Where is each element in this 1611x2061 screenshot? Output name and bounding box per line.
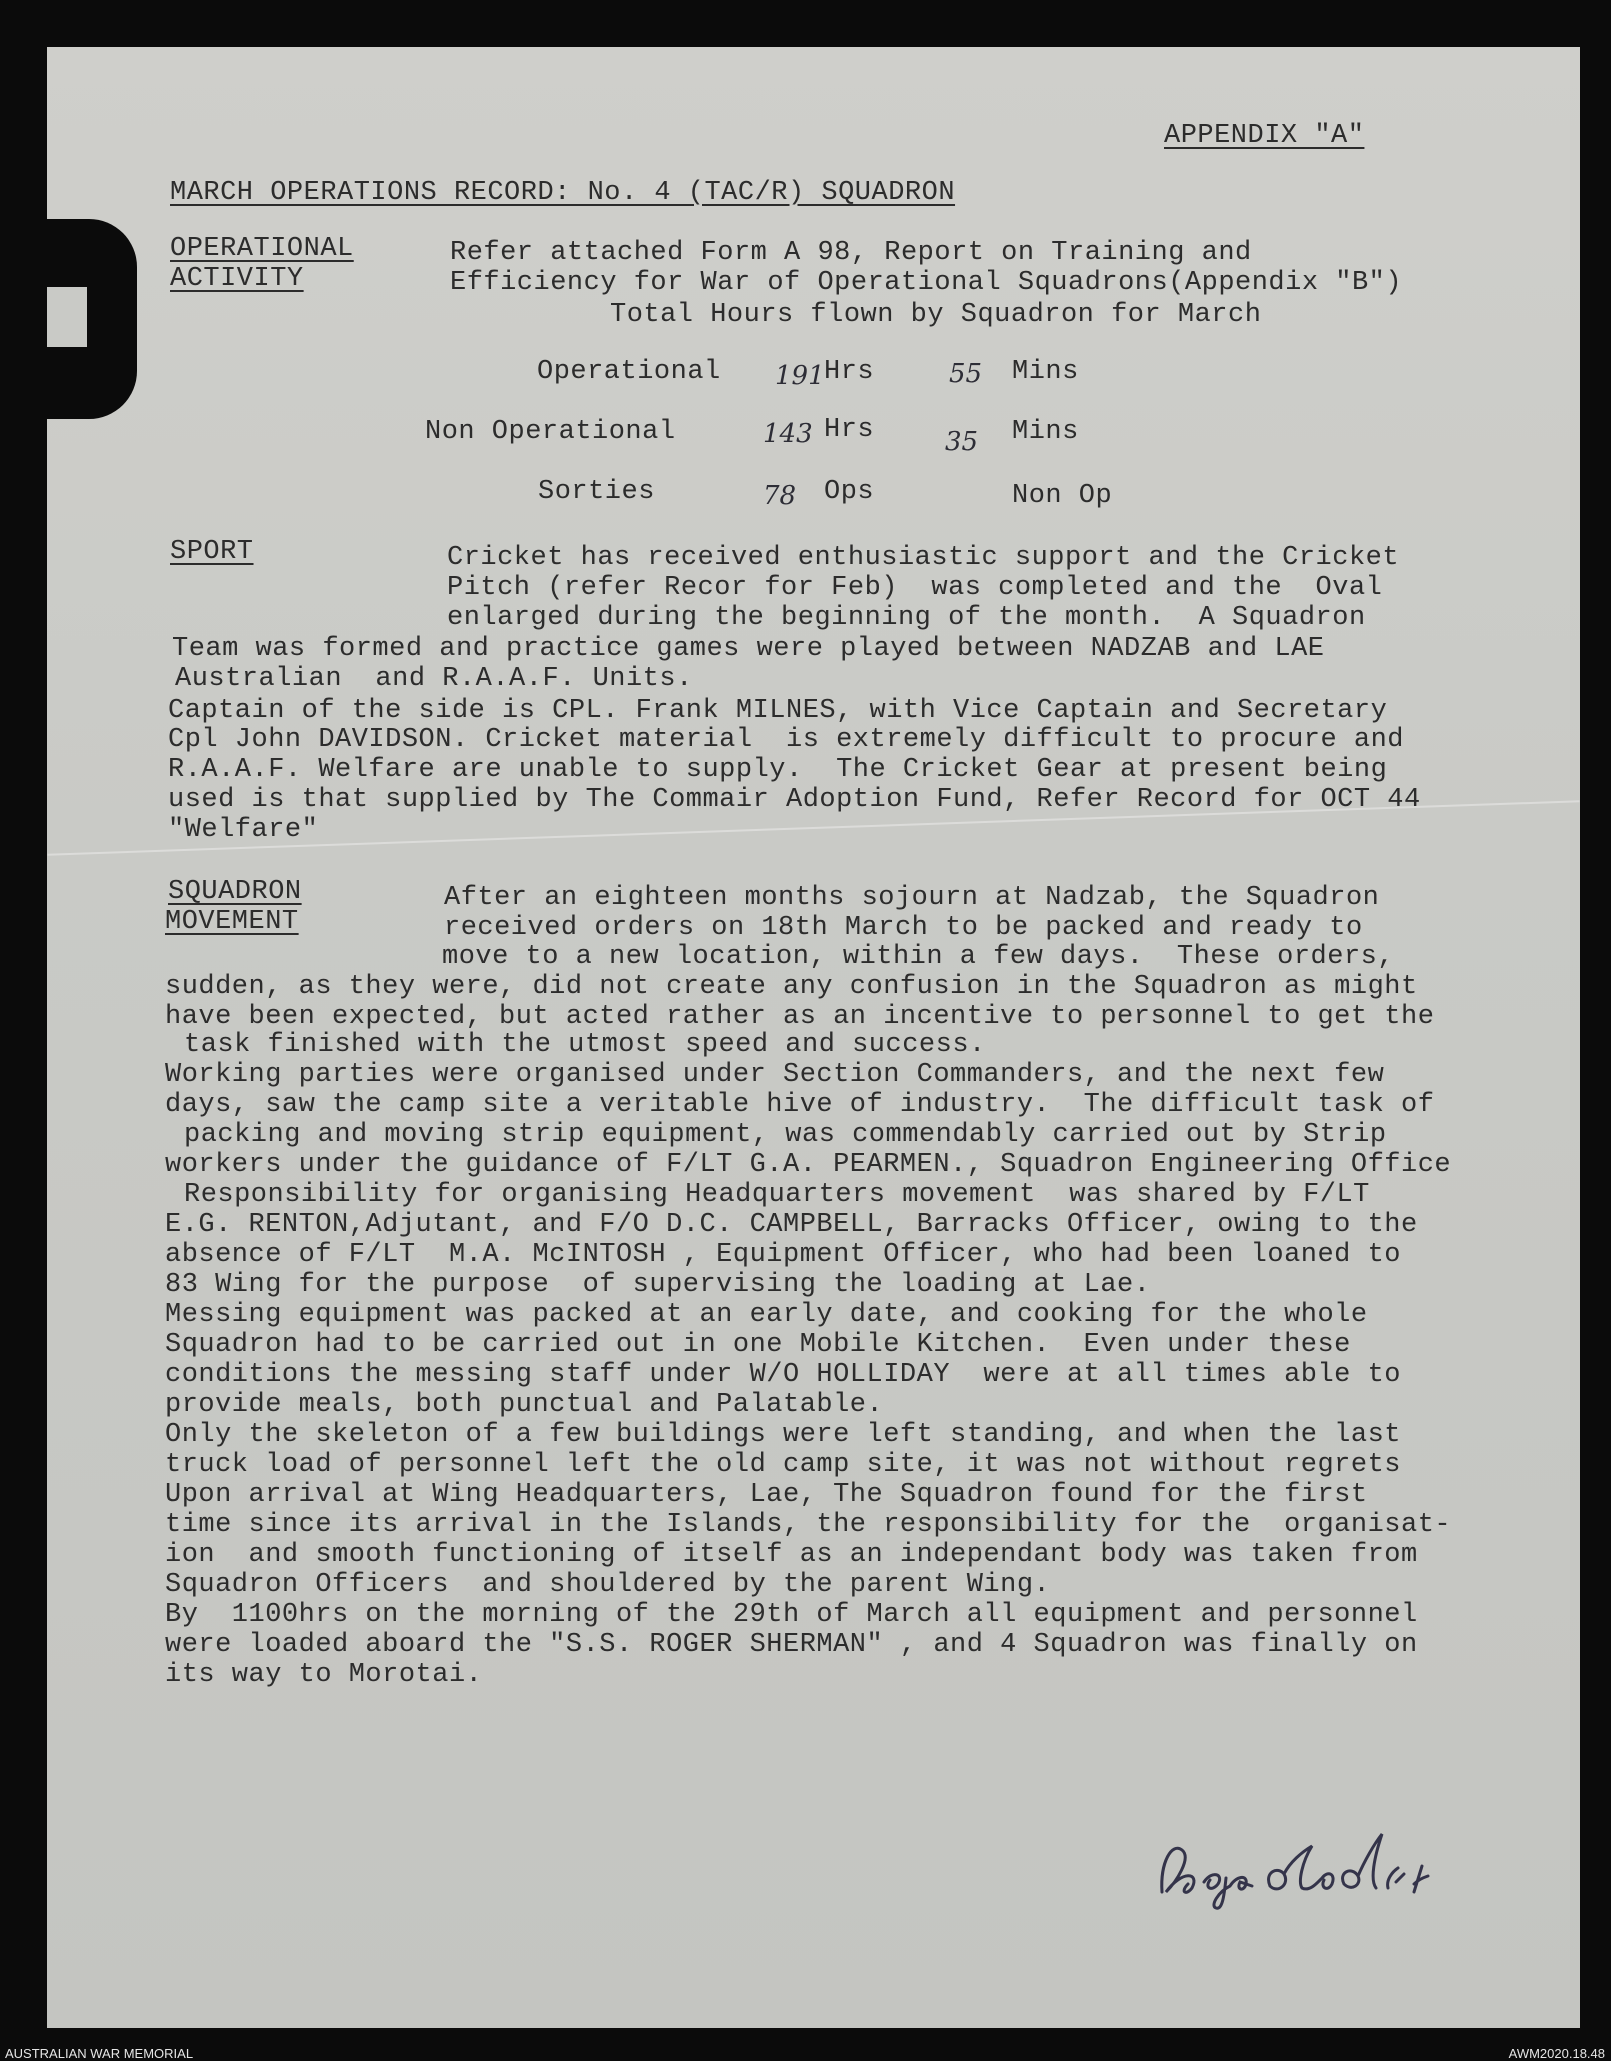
sport-line: Cricket has received enthusiastic support and the Cricket bbox=[447, 543, 1400, 573]
movement-line: time since its arrival in the Islands, the responsibility for the organisat- bbox=[165, 1510, 1452, 1540]
operational-heading-1: OPERATIONAL bbox=[170, 234, 354, 264]
movement-line: were loaded aboard the "S.S. ROGER SHERMAN" , and 4 Squadron was finally on bbox=[165, 1630, 1418, 1660]
operational-line: Refer attached Form A 98, Report on Training and bbox=[450, 238, 1252, 268]
operational-heading-2: ACTIVITY bbox=[170, 264, 304, 294]
sorties-non-op-unit: Non Op bbox=[1012, 481, 1113, 511]
movement-line: Squadron had to be carried out in one Mobile Kitchen. Even under these bbox=[165, 1330, 1351, 1360]
footer-archive-name: AUSTRALIAN WAR MEMORIAL bbox=[5, 2046, 194, 2061]
movement-line: days, saw the camp site a veritable hive of industry. The difficult task of bbox=[165, 1090, 1435, 1120]
movement-line: conditions the messing staff under W/O HOLLIDAY were at all times able to bbox=[165, 1360, 1401, 1390]
movement-heading-1: SQUADRON bbox=[168, 877, 302, 907]
movement-line: Upon arrival at Wing Headquarters, Lae, The Squadron found for the first bbox=[165, 1480, 1368, 1510]
sorties-ops-unit: Ops bbox=[824, 477, 875, 507]
sport-line: Australian and R.A.A.F. Units. bbox=[175, 664, 693, 694]
movement-heading-2: MOVEMENT bbox=[165, 907, 299, 937]
movement-line: truck load of personnel left the old camp site, it was not without regrets bbox=[165, 1450, 1401, 1480]
movement-line: After an eighteen months sojourn at Nadzab, the Squadron bbox=[444, 883, 1380, 913]
sorties-value: 78 bbox=[763, 481, 797, 511]
movement-line: provide meals, both punctual and Palatable. bbox=[165, 1390, 884, 1420]
hours-row-label: Sorties bbox=[538, 477, 655, 507]
movement-line: task finished with the utmost speed and success. bbox=[184, 1030, 986, 1060]
hours-value: 191 bbox=[775, 361, 825, 391]
hours-value: 143 bbox=[763, 419, 813, 449]
minutes-value: 55 bbox=[949, 359, 983, 389]
appendix-label: APPENDIX "A" bbox=[1164, 121, 1365, 151]
sport-line: R.A.A.F. Welfare are unable to supply. The Cricket Gear at present being bbox=[168, 755, 1388, 785]
hours-row-label: Operational bbox=[537, 357, 721, 387]
sport-line: Captain of the side is CPL. Frank MILNES, with Vice Captain and Secretary bbox=[168, 696, 1388, 726]
document-page bbox=[47, 47, 1580, 2028]
sport-line: enlarged during the beginning of the month. A Squadron bbox=[447, 603, 1366, 633]
movement-line: its way to Morotai. bbox=[165, 1660, 483, 1690]
sport-line: Pitch (refer Recor for Feb) was completed and the Oval bbox=[447, 573, 1383, 603]
signature bbox=[1152, 1822, 1512, 1912]
movement-line: workers under the guidance of F/LT G.A. PEARMEN., Squadron Engineering Office bbox=[165, 1150, 1452, 1180]
movement-line: Squadron Officers and shouldered by the parent Wing. bbox=[165, 1570, 1051, 1600]
operational-line: Efficiency for War of Operational Squadrons(Appendix "B") bbox=[450, 268, 1403, 298]
hours-row-label: Non Operational bbox=[425, 417, 676, 447]
sport-line: used is that supplied by The Commair Adoption Fund, Refer Record for OCT 44 bbox=[168, 785, 1421, 815]
binder-slot bbox=[47, 287, 87, 347]
minutes-unit: Mins bbox=[1012, 357, 1079, 387]
movement-line: have been expected, but acted rather as an incentive to personnel to get the bbox=[165, 1002, 1435, 1032]
hours-unit: Hrs bbox=[824, 357, 875, 387]
movement-line: Working parties were organised under Section Commanders, and the next few bbox=[165, 1060, 1385, 1090]
movement-line: By 1100hrs on the morning of the 29th of March all equipment and personnel bbox=[165, 1600, 1418, 1630]
sport-line: "Welfare" bbox=[168, 815, 319, 845]
sport-line: Cpl John DAVIDSON. Cricket material is extremely difficult to procure and bbox=[168, 725, 1404, 755]
movement-line: sudden, as they were, did not create any confusion in the Squadron as might bbox=[165, 972, 1418, 1002]
minutes-unit: Mins bbox=[1012, 417, 1079, 447]
movement-line: received orders on 18th March to be packed and ready to bbox=[444, 913, 1363, 943]
movement-line: packing and moving strip equipment, was commendably carried out by Strip bbox=[184, 1120, 1387, 1150]
hours-unit: Hrs bbox=[824, 415, 875, 445]
movement-line: Responsibility for organising Headquarters movement was shared by F/LT bbox=[184, 1180, 1370, 1210]
footer-reference: AWM2020.18.48 bbox=[1508, 2046, 1605, 2061]
movement-line: E.G. RENTON,Adjutant, and F/O D.C. CAMPBELL, Barracks Officer, owing to the bbox=[165, 1210, 1418, 1240]
movement-line: 83 Wing for the purpose of supervising the loading at Lae. bbox=[165, 1270, 1151, 1300]
sport-heading: SPORT bbox=[170, 537, 254, 567]
sport-line: Team was formed and practice games were played between NADZAB and LAE bbox=[172, 634, 1325, 664]
page-title: MARCH OPERATIONS RECORD: No. 4 (TAC/R) SQUADRON bbox=[170, 178, 956, 208]
movement-line: Only the skeleton of a few buildings were left standing, and when the last bbox=[165, 1420, 1401, 1450]
movement-line: move to a new location, within a few days. These orders, bbox=[442, 942, 1395, 972]
movement-line: Messing equipment was packed at an early date, and cooking for the whole bbox=[165, 1300, 1368, 1330]
movement-line: ion and smooth functioning of itself as an independant body was taken from bbox=[165, 1540, 1418, 1570]
movement-line: absence of F/LT M.A. McINTOSH , Equipment Officer, who had been loaned to bbox=[165, 1240, 1401, 1270]
minutes-value: 35 bbox=[945, 427, 979, 457]
operational-line: Total Hours flown by Squadron for March bbox=[610, 300, 1262, 330]
